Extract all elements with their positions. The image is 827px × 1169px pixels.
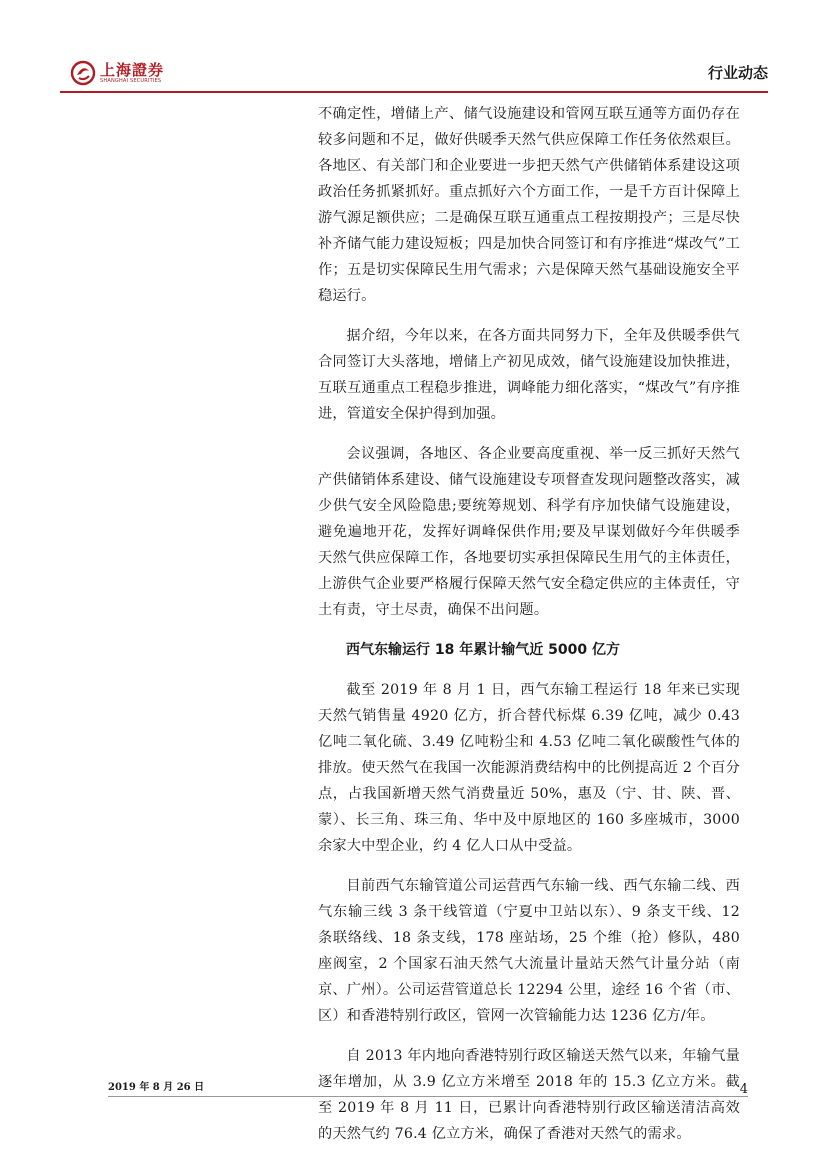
section-title: 行业动态 [707, 64, 768, 82]
paragraph: 会议强调，各地区、各企业要高度重视、举一反三抓好天然气产供储销体系建设、储气设施建设专项督查发现问题整改落实，减少供气安全风险隐患;要统筹规划、科学有序加快储气设施建设，避免遍地开花，发挥好调峰保供作用;要及早谋划做好今年供暖季天然气供应保障工作，各地要切实承担保障民生用气的主体责任，上游供气企业要严格履行保障天然气安全稳定供应的主体责任，守土有责，守土尽责，确保不出问题。 [318, 446, 740, 618]
page-header [60, 52, 768, 92]
paragraph: 自 2013 年内地向香港特别行政区输送天然气以来，年输气量逐年增加，从 3.9 亿立方米增至 2018 年的 15.3 亿立方米。截至 2019 年 8 月 11 日，已累计向香港特别行政区输送清洁高效的天然气约 76.4 亿立方米，确保了香港对天然气的需求。 [318, 1048, 740, 1142]
paragraph: 目前西气东输管道公司运营西气东输一线、西气东输二线、西气东输三线 3 条干线管道（宁夏中卫站以东）、9 条支干线、12 条联络线、18 条支线，178 座站场，25 个维（抢）修队，480 座阀室，2 个国家石油天然气大流量计量站天然气计量分站（南京、广州）。公司运营管道总长 12294 公里，途经 16 个省（市、区）和香港特别行政区，管网一次管输能力达 1236 亿方/年。 [318, 878, 740, 1024]
paragraph: 据介绍，今年以来，在各方面共同努力下，全年及供暖季供气合同签订大头落地，增储上产初见成效，储气设施建设加快推进，互联互通重点工程稳步推进，调峰能力细化落实，“煤改气”有序推进，管道安全保护得到加强。 [318, 328, 740, 422]
logo-emblem-icon [70, 60, 96, 86]
logo-english-name: SHANGHAI SECURITIES [100, 77, 162, 84]
body-text [318, 101, 740, 1147]
page-footer [108, 1078, 748, 1102]
footer-divider [108, 1096, 748, 1097]
header-divider [60, 91, 768, 93]
paragraph-continued: 不确定性，增储上产、储气设施建设和管网互联互通等方面仍存在较多问题和不足，做好供暖季天然气供应保障工作任务依然艰巨。各地区、有关部门和企业要进一步把天然气产供储销体系建设这项政治任务抓紧抓好。重点抓好六个方面工作，一是千方百计保障上游气源足额供应；二是确保互联互通重点工程按期投产；三是尽快补齐储气能力建设短板；四是加快合同签订和有序推进“煤改气”工作；五是切实保障民生用气需求；六是保障天然气基础设施安全平稳运行。 [318, 106, 740, 304]
report-date: 2019 年 8 月 26 日 [108, 1082, 205, 1093]
page-number: 4 [739, 1082, 748, 1097]
paragraph: 截至 2019 年 8 月 1 日，西气东输工程运行 18 年来已实现天然气销售量 4920 亿方，折合替代标煤 6.39 亿吨，减少 0.43 亿吨二氧化硫、3.49 亿吨粉尘和 4.53 亿吨二氧化碳酸性气体的排放。使天然气在我国一次能源消费结构中的比例提高近 2 个百分点，占我国新增天然气消费量近 50%，惠及（宁、甘、陕、晋、蒙）、长三角、珠三角、华中及中原地区的 160 多座城市，3000 余家大中型企业，约 4 亿人口从中受益。 [318, 682, 740, 854]
subheading: 西气东输运行 18 年累计输气近 5000 亿方 [346, 642, 620, 658]
company-logo [70, 60, 164, 86]
logo-chinese-name: 上海證券 [100, 60, 165, 79]
